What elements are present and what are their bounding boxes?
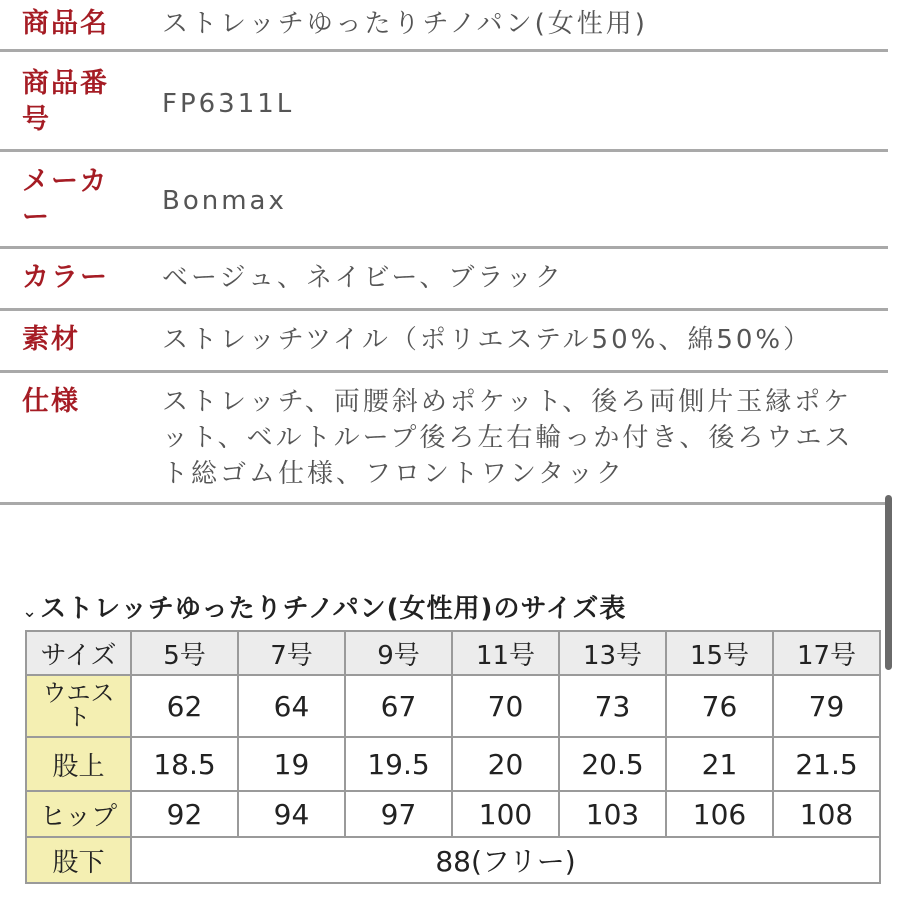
waist-label-text: ウエスト <box>42 678 115 731</box>
table-cell: 103 <box>559 791 666 837</box>
table-row <box>26 675 880 737</box>
spec-value: ストレッチ、両腰斜めポケット、後ろ両側片玉縁ポケット、ベルトループ後ろ左右輪っか付き、後ろウエスト総ゴム仕様、フロントワンタック <box>162 387 854 489</box>
spec-row-material <box>0 311 888 373</box>
spec-row-features <box>0 373 888 505</box>
spec-label: 商品名 <box>22 8 109 39</box>
spec-label: 仕様 <box>22 386 80 417</box>
size-table <box>25 630 881 884</box>
spec-value: Bonmax <box>162 186 287 216</box>
row-label-hip: ヒップ <box>26 791 131 837</box>
table-row <box>26 737 880 791</box>
table-cell: 21 <box>666 737 773 791</box>
table-cell: 67 <box>345 675 452 737</box>
size-header-cell: 13号 <box>559 631 666 675</box>
size-header-label: サイズ <box>26 631 131 675</box>
spec-row-product-number <box>0 52 888 152</box>
size-table-title-text: ストレッチゆったりチノパン(女性用)のサイズ表 <box>40 594 627 624</box>
size-header-cell: 7号 <box>238 631 345 675</box>
table-cell: 100 <box>452 791 559 837</box>
size-table-title <box>22 588 626 625</box>
table-cell: 76 <box>666 675 773 737</box>
table-cell: 19.5 <box>345 737 452 791</box>
size-header-cell: 5号 <box>131 631 238 675</box>
spec-row-maker <box>0 152 888 249</box>
spec-label: 商品番号 <box>22 68 109 135</box>
row-label-rise: 股上 <box>26 737 131 791</box>
table-cell: 62 <box>131 675 238 737</box>
table-row <box>26 791 880 837</box>
table-cell: 94 <box>238 791 345 837</box>
table-cell: 64 <box>238 675 345 737</box>
spec-value: ベージュ、ネイビー、ブラック <box>162 263 564 293</box>
size-header-cell: 17号 <box>773 631 880 675</box>
table-cell: 73 <box>559 675 666 737</box>
size-header-cell: 11号 <box>452 631 559 675</box>
inseam-value-cell: 88(フリー) <box>131 837 880 883</box>
scrollbar-thumb[interactable] <box>885 495 892 670</box>
spec-row-product-name <box>0 0 888 52</box>
size-header-cell: 15号 <box>666 631 773 675</box>
table-cell: 21.5 <box>773 737 880 791</box>
spec-label: メーカー <box>22 166 109 233</box>
table-row <box>26 837 880 883</box>
chevron-down-icon[interactable]: ⌄ <box>22 601 39 622</box>
row-label-waist <box>26 675 131 737</box>
table-cell: 92 <box>131 791 238 837</box>
table-cell: 79 <box>773 675 880 737</box>
table-cell: 108 <box>773 791 880 837</box>
spec-row-color <box>0 249 888 311</box>
spec-label: 素材 <box>22 324 80 355</box>
spec-value: FP6311L <box>162 89 295 119</box>
table-cell: 106 <box>666 791 773 837</box>
table-cell: 20 <box>452 737 559 791</box>
table-cell: 70 <box>452 675 559 737</box>
table-cell: 20.5 <box>559 737 666 791</box>
table-cell: 97 <box>345 791 452 837</box>
size-header-cell: 9号 <box>345 631 452 675</box>
spec-value: ストレッチツイル（ポリエステル50%、綿50%） <box>162 325 813 355</box>
table-cell: 19 <box>238 737 345 791</box>
spec-value: ストレッチゆったりチノパン(女性用) <box>162 9 648 39</box>
row-label-inseam: 股下 <box>26 837 131 883</box>
table-cell: 18.5 <box>131 737 238 791</box>
spec-label: カラー <box>22 262 109 293</box>
